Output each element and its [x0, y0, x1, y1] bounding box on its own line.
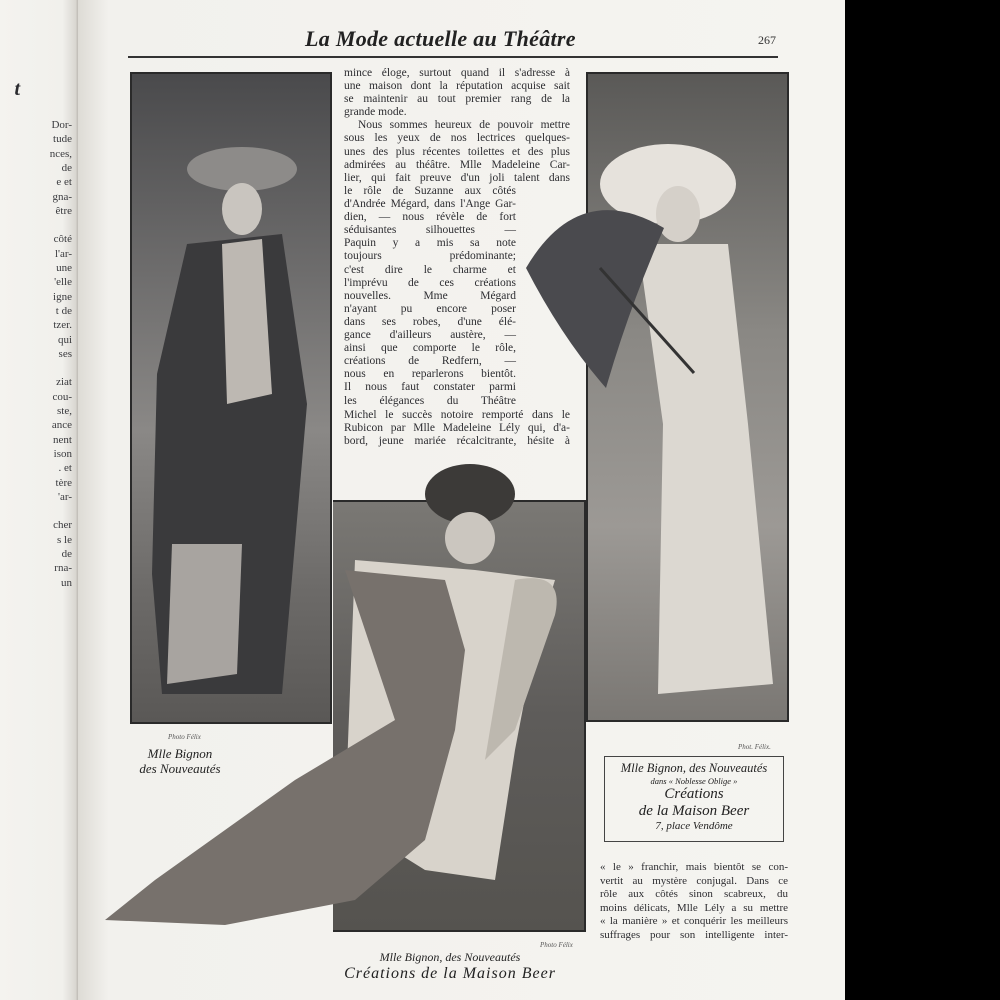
left-page-line: une [56, 262, 72, 274]
caption-bottom [330, 950, 570, 983]
box-line-address: 7, place Vendôme [655, 820, 733, 832]
left-page-line: 'elle [54, 276, 72, 289]
left-page-line: Dor- [51, 119, 72, 131]
text-line: dien, — nous révèle de fort [344, 211, 516, 224]
text-line: nouvelles. Mme Mégard [344, 289, 516, 302]
box-line-name: Mlle Bignon, des Nouveautés [620, 761, 768, 775]
left-page-line: ison [53, 447, 72, 460]
text-line: Il nous faut constater parmi [344, 381, 516, 394]
left-page-line: s le [57, 533, 72, 546]
left-page-line: tzer. [53, 319, 72, 332]
left-page-line: . et [58, 462, 72, 475]
left-page-line: ses [58, 347, 72, 360]
caption-box [604, 756, 784, 842]
article-column-narrow [344, 185, 516, 408]
text-line: « le » franchir, mais bientôt se con- [600, 861, 788, 873]
left-page-line: de [61, 161, 72, 174]
text-line: bord, jeune mariée récalcitrante, hésite à [344, 435, 570, 448]
text-line: suffrages pour son intelligente inter- [600, 928, 788, 941]
text-line: admirées au théâtre. Mlle Madeleine Car- [344, 158, 570, 171]
photo-credit-bottom: Photo Félix [540, 941, 573, 949]
page-number: 267 [758, 33, 776, 47]
page-title: La Mode actuelle au Théâtre [305, 26, 576, 51]
left-page-line: tude [53, 133, 72, 146]
article-column-top [344, 67, 570, 185]
text-line: Nous sommes heureux de pouvoir mettre [358, 119, 570, 132]
left-page-line: ziat [56, 376, 72, 389]
left-page-heading-fragment: t [14, 78, 20, 100]
text-line: une maison dont la réputation acquise sait [344, 80, 570, 93]
left-page-line: un [61, 576, 72, 589]
left-page-line: rna- [54, 562, 72, 575]
text-line: gance d'ailleurs austère, — [344, 329, 516, 342]
text-line: créations de Redfern, — [344, 355, 516, 368]
text-line: rôle aux côtés sinon scabreux, du [600, 888, 788, 901]
left-page-line: qui [57, 333, 72, 346]
left-page-line: l'ar- [54, 247, 72, 260]
caption-bottom-line2: Créations de la Maison Beer [344, 965, 556, 982]
left-page-line: e et [56, 176, 72, 189]
left-page-line: côté [53, 233, 72, 246]
text-line: les élégances du Théâtre [344, 394, 516, 407]
left-page-line: t de [55, 304, 72, 317]
caption-left-line1: Mlle Bignon [147, 746, 213, 761]
box-line-maison: de la Maison Beer [638, 803, 750, 819]
left-page-line: de [61, 548, 72, 560]
left-page-line: 'ar- [58, 490, 72, 503]
left-page-line: nent [53, 433, 72, 446]
left-page-line: cher [53, 519, 72, 532]
text-line: sous les yeux de nos lectrices quelques- [344, 132, 570, 145]
left-page-line: igne [53, 290, 72, 303]
text-line: toujours prédominante; [344, 250, 516, 263]
text-line: Paquin y a mis sa note [344, 237, 516, 250]
text-line: « la manière » et conquérir les meilleurs [600, 915, 788, 928]
text-line: unes des plus récentes toilettes et des plus [344, 145, 570, 158]
text-line: dans ses robes, d'une élé- [344, 315, 516, 328]
parasol-image [524, 188, 704, 388]
text-line: ainsi que comporte le rôle, [344, 342, 516, 355]
article-column-wide [344, 409, 570, 448]
caption-left-line2: des Nouveautés [139, 761, 221, 776]
reclining-figure-image [95, 460, 565, 935]
left-page-line: nces, [49, 147, 72, 160]
left-page-line: ste, [57, 405, 72, 417]
text-line: nous en reparlerons bientôt. [344, 368, 516, 381]
box-line-play: dans « Noblesse Oblige » [650, 776, 738, 786]
text-line: mince éloge, surtout quand il s'adresse à [344, 67, 570, 79]
text-line: c'est dire le charme et [344, 263, 516, 276]
photo-credit-right: Phot. Félix. [738, 743, 771, 751]
left-page-line: ance [51, 419, 72, 432]
text-line: séduisantes silhouettes — [344, 224, 516, 237]
left-page-line: tère [55, 476, 72, 489]
text-line: n'ayant pu encore poser [344, 302, 516, 315]
text-line: grande mode. [344, 106, 407, 119]
text-line: se maintenir au tout premier rang de la [344, 93, 570, 106]
photo-right-woman-parasol [586, 72, 789, 722]
text-line: Michel le succès notoire remporté dans le [344, 409, 570, 421]
left-page-line: gna- [52, 190, 72, 203]
text-line: vertit au mystère conjugal. Dans ce [600, 874, 788, 887]
text-line: d'Andrée Mégard, dans l'Ange Gar- [344, 198, 516, 211]
header-rule [128, 56, 778, 58]
text-line: moins délicats, Mlle Lély a su mettre [600, 901, 788, 914]
article-column-right [600, 861, 788, 943]
text-line: le rôle de Suzanne aux côtés [344, 185, 516, 197]
left-page [0, 0, 78, 1000]
photo-credit-left: Photo Félix [168, 733, 201, 741]
text-line: l'imprévu de ces créations [344, 276, 516, 289]
text-line: lier, qui fait preuve d'un joli talent dans [344, 171, 570, 184]
left-page-line: être [55, 204, 72, 217]
caption-bottom-line1: Mlle Bignon, des Nouveautés [379, 950, 521, 964]
box-line-creations: Créations [664, 786, 724, 802]
text-line: Rubicon par Mlle Madeleine Lély qui, d'a- [344, 422, 570, 435]
left-page-line: cou- [52, 390, 72, 403]
